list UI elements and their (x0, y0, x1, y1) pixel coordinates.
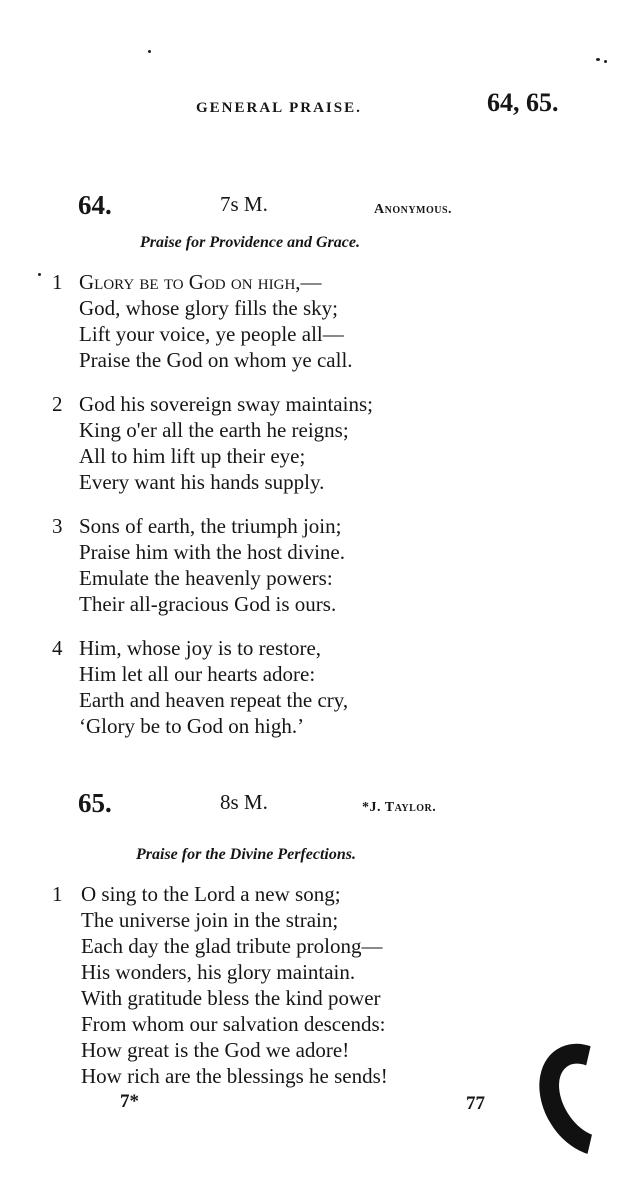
verse-line: Sons of earth, the triumph join; (79, 514, 342, 538)
stanza-number: 3 (52, 514, 63, 538)
verse-line: Their all-gracious God is ours. (79, 592, 337, 616)
verse-line: His wonders, his glory maintain. (81, 960, 356, 984)
verse-line: How great is the God we adore! (81, 1038, 350, 1062)
scan-speck (148, 50, 151, 53)
verse-line: Him, whose joy is to restore, (79, 636, 322, 660)
verse-line: Each day the glad tribute prolong— (81, 934, 383, 958)
verse-line: Him let all our hearts adore: (79, 662, 316, 686)
signature-mark: 7* (120, 1091, 139, 1112)
verse-line: ‘Glory be to God on high.’ (79, 714, 305, 738)
verse-line: From whom our salvation descends: (81, 1012, 386, 1036)
verse-line: Emulate the heavenly powers: (79, 566, 333, 590)
stanza-number: 2 (52, 392, 63, 416)
hymn-author: *J. Taylor. (362, 800, 437, 815)
thumb-shadow (519, 1025, 640, 1174)
stanza-number: 4 (52, 636, 63, 660)
hymn-number: 65. (78, 788, 112, 818)
scan-speck (38, 273, 41, 276)
verse-line: God, whose glory fills the sky; (79, 296, 338, 320)
hymn-subtitle: Praise for the Divine Perfections. (136, 846, 356, 863)
verse-line: O sing to the Lord a new song; (81, 882, 341, 906)
verse-line: The universe join in the strain; (81, 908, 339, 932)
hymn-meter: 8s M. (220, 790, 268, 814)
verse-line: Every want his hands supply. (79, 470, 325, 494)
verse-line: God his sovereign sway maintains; (79, 392, 373, 416)
verse-line: All to him lift up their eye; (79, 444, 306, 468)
folio-number: 77 (466, 1093, 485, 1114)
verse-line: Lift your voice, ye people all— (79, 322, 344, 346)
stanza-number: 1 (52, 882, 63, 906)
hymn-author: Anonymous. (374, 202, 453, 217)
verse-line: Earth and heaven repeat the cry, (79, 688, 349, 712)
hymn-number: 64. (78, 190, 112, 220)
verse-line: King o'er all the earth he reigns; (79, 418, 349, 442)
page-numbers: 64, 65. (487, 88, 559, 117)
verse-line: How rich are the blessings he sends! (81, 1064, 388, 1088)
verse-line: Praise him with the host divine. (79, 540, 345, 564)
scan-speck (604, 60, 607, 63)
verse-line: Praise the God on whom ye call. (79, 348, 353, 372)
hymn-meter: 7s M. (220, 192, 268, 216)
running-head: GENERAL PRAISE. (196, 100, 362, 116)
stanza-number: 1 (52, 270, 63, 294)
verse-line: With gratitude bless the kind power (81, 986, 381, 1010)
hymn-subtitle: Praise for Providence and Grace. (140, 234, 360, 251)
scan-speck (596, 58, 600, 61)
verse-line: Glory be to God on high,— (79, 270, 322, 294)
